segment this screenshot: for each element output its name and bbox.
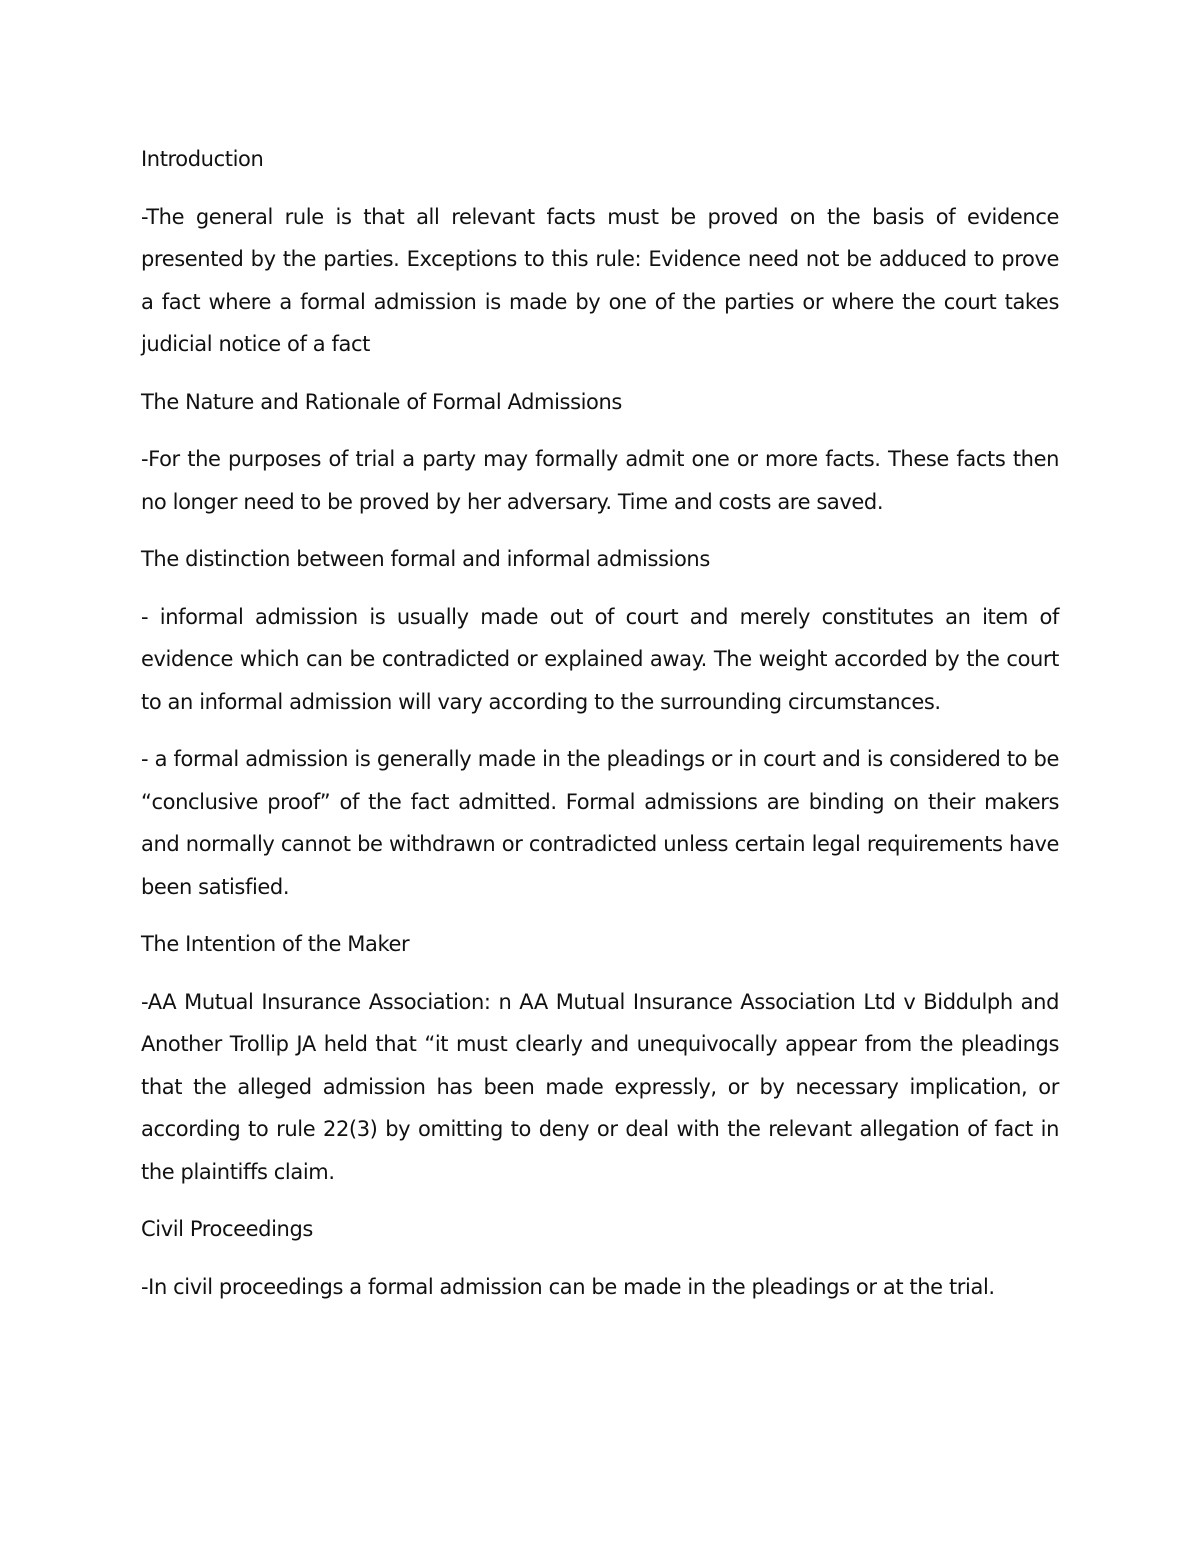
paragraph-informal-admission: - informal admission is usually made out of court and merely constitutes an item of evidence which can be contradicted or explained away. The weight accorded by the court to an informal admission will vary according to the surrounding circumstances. [141,604,1059,714]
heading-distinction: The distinction between formal and informal admissions [141,547,710,571]
paragraph-formal-admission: - a formal admission is generally made in the pleadings or in court and is considered to be “conclusive proof” of the fact admitted. Formal admissions are binding on their makers and normally cannot be withdrawn or contradicted unless certain legal requirements have been satisfied. [141,747,1059,899]
paragraph-general-rule: -The general rule is that all relevant facts must be proved on the basis of evidence presented by the parties. Exceptions to this rule: Evidence need not be adduced to prove a fact where a formal admission is made by one of the parties or where the court takes judicial notice of a fact [141,204,1059,356]
heading-introduction: Introduction [141,147,264,171]
heading-civil-proceedings: Civil Proceedings [141,1217,313,1241]
paragraph-formal-admit: -For the purposes of trial a party may formally admit one or more facts. These facts then no longer need to be proved by her adversary. Time and costs are saved. [141,447,1059,514]
document-page [141,138,1059,1323]
paragraph-civil-proceedings: -In civil proceedings a formal admission can be made in the pleadings or at the trial. [141,1274,995,1299]
heading-intention-maker: The Intention of the Maker [141,932,410,956]
heading-nature-rationale: The Nature and Rationale of Formal Admissions [141,389,622,414]
paragraph-aa-mutual: -AA Mutual Insurance Association: n AA Mutual Insurance Association Ltd v Biddulph and Another Trollip JA held that “it must clearly and unequivocally appear from the pleadings that the alleged admission has been made expressly, or by necessary implication, or according to rule 22(3) by omitting to deny or deal with the relevant allegation of fact in the plaintiffs claim. [141,989,1059,1184]
